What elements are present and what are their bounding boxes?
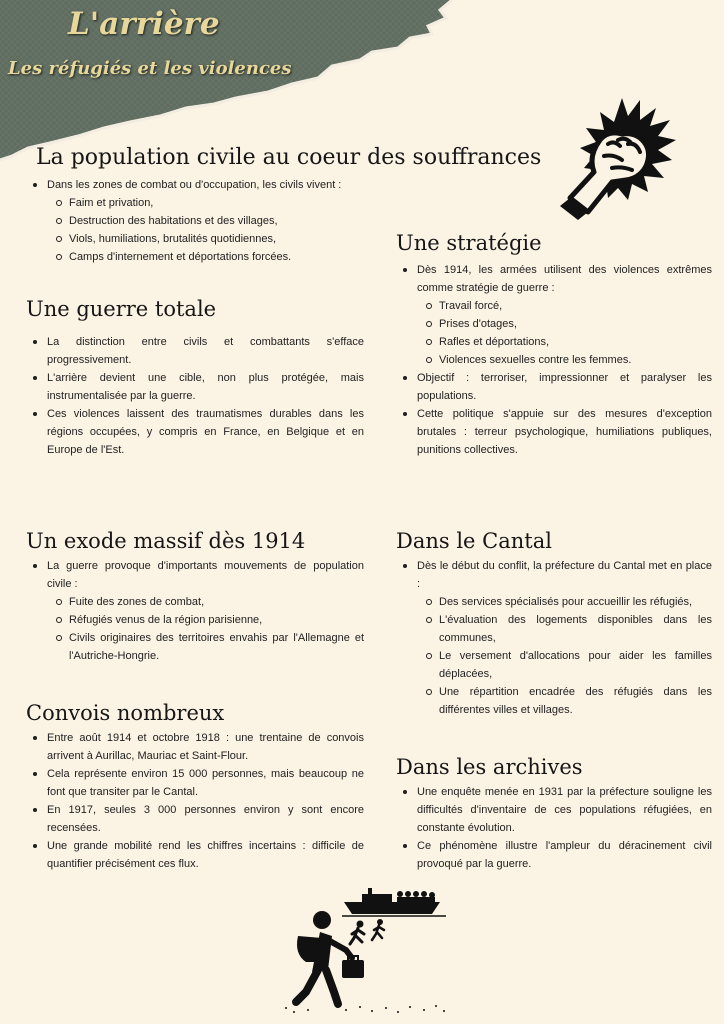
archives-list [396,783,712,873]
sublist-item: Réfugiés venus de la région parisienne, [47,611,364,629]
strategie-sublist [417,297,712,369]
section-title-archives: Dans les archives [396,755,583,779]
sublist-item: Faim et privation, [47,194,526,212]
list-item-text: Dès le début du conflit, la préfecture du Cantal met en place : [417,560,712,591]
raised-fist-icon [548,94,678,222]
section-title-convois: Convois nombreux [26,701,225,725]
list-item: L'arrière devient une cible, non plus protégée, mais instrumentalisée par la guerre. [26,369,364,405]
sublist-item: Prises d'otages, [417,315,712,333]
list-item: Ces violences laissent des traumatismes durables dans les régions occupées, y compris en France, en Belgique et en Europe de l'Est. [26,405,364,459]
section-guerre-totale [26,298,364,459]
banner-subtitle: Les réfugiés et les violences [8,58,292,79]
exode-sublist [47,593,364,665]
list-item [26,557,364,665]
list-item: La distinction entre civils et combattants s'efface progressivement. [26,333,364,369]
sublist-item: Fuite des zones de combat, [47,593,364,611]
list-item: Objectif : terroriser, impressionner et paralyser les populations. [396,369,712,405]
list-item: Une enquête menée en 1931 par la préfecture souligne les difficultés d'inventaire de ces populations réfugiées, en constante évolution. [396,783,712,837]
list-item [396,261,712,369]
refugees-boat-icon [276,880,456,1020]
cantal-list [396,557,712,719]
section-title-strategie: Une stratégie [396,231,542,255]
list-item-text: Dès 1914, les armées utilisent des violences extrêmes comme stratégie de guerre : [417,264,712,295]
strategie-list [396,261,712,459]
section-title-guerre-totale: Une guerre totale [26,297,217,321]
list-item-text: La guerre provoque d'importants mouvements de population civile : [47,560,364,591]
sublist-item: Rafles et déportations, [417,333,712,351]
list-item: En 1917, seules 3 000 personnes environ y sont encore recensées. [26,801,364,837]
section-archives [396,756,712,873]
sublist-item: Destruction des habitations et des villages, [47,212,526,230]
cantal-sublist [417,593,712,719]
sublist-item: Travail forcé, [417,297,712,315]
sublist-item: Viols, humiliations, brutalités quotidiennes, [47,230,526,248]
sublist-item: Des services spécialisés pour accueillir les réfugiés, [417,593,712,611]
sublist-item: Une répartition encadrée des réfugiés dans les différentes villes et villages. [417,683,712,719]
list-item: Cela représente environ 15 000 personnes, mais beaucoup ne font que transiter par le Cantal. [26,765,364,801]
convois-list [26,729,364,873]
section-cantal [396,530,712,719]
list-item: Ce phénomène illustre l'ampleur du déracinement civil provoqué par la guerre. [396,837,712,873]
sublist-item: Violences sexuelles contre les femmes. [417,351,712,369]
exode-list [26,557,364,665]
sublist-item: Camps d'internement et déportations forcées. [47,248,526,266]
section-exode [26,530,364,665]
section-title-population: La population civile au coeur des souffrances [36,145,542,170]
list-item-text: Dans les zones de combat ou d'occupation, les civils vivent : [47,179,342,192]
section-title-exode: Un exode massif dès 1914 [26,529,306,553]
list-item: Entre août 1914 et octobre 1918 : une trentaine de convois arrivent à Aurillac, Mauriac et Saint-Flour. [26,729,364,765]
sublist-item: Le versement d'allocations pour aider les familles déplacées, [417,647,712,683]
section-strategie [396,232,712,459]
list-item: Une grande mobilité rend les chiffres incertains : difficile de quantifier précisément ces flux. [26,837,364,873]
list-item: Cette politique s'appuie sur des mesures d'exception brutales : terreur psychologique, humiliations publiques, punitions collectives. [396,405,712,459]
sublist-item: L'évaluation des logements disponibles dans les communes, [417,611,712,647]
sublist-item: Civils originaires des territoires envahis par l'Allemagne et l'Autriche-Hongrie. [47,629,364,665]
banner-title: L'arrière [68,6,220,42]
section-convois [26,702,364,873]
section-title-cantal: Dans le Cantal [396,529,552,553]
list-item [396,557,712,719]
guerre-totale-list [26,333,364,459]
